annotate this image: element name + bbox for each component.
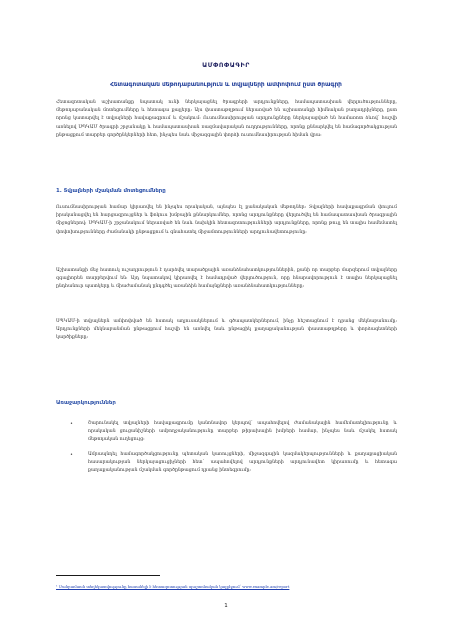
recommendations-list xyxy=(56,420,397,475)
section-paragraph-3: ՍՊԿԱՄ-ի տվյալներն ամփոփված են հստակ աղյուսակներում և գծապատկերներում, ինչը հեշտացնում է դրանց մեկնաբանումը: Արդյունքների մեկնաբանման ընթացքում հաշվի են առնվել նաև ընթացիկ քաղաքականության փաստաթղթերը և փորձագետների կարծիքները: xyxy=(56,319,397,341)
subsection-title: Առաջարկություններ xyxy=(56,400,116,406)
page-number: 1 xyxy=(224,603,228,609)
footnote-link[interactable]: ¹ Մանրամասն տեղեկատվությունը հասանելի է հետազոտության պաշտոնական կայքէջում՝ www.example.am/report xyxy=(56,584,290,589)
section-paragraph-2: Աշխատանքի մեջ հատուկ ուշադրություն է դարձվել տարածքային առանձնահատկություններին, քանի որ տարբեր մարզերում տվյալները զգալիորեն տարբերվում են: Այդ նպատակով կիրառվել է համադրված վերլուծություն, որը հնարավորություն է տալիս ներկայացնել ընդհանուր պատկերը և միաժամանակ ընդգծել առանձին համայնքների առանձնահատկությունները: xyxy=(56,268,397,290)
section-title: 1. Տվյալների մշակման մոտեցումները xyxy=(56,188,166,194)
document-subheading: Հետագոտական մեթոդաբանություն և տվյալների ամփոփում ըստ ծրագրի xyxy=(110,82,342,88)
list-item-text: Շարունակել տվյալների հավաքագրումը կանոնավոր կերպով՝ ապահովելով ժամանակային համեմատելիությունը և որակական ցուցանիշների ամբողջականությունը տարբեր թիրախային խմբերի համար, ինչպես նաև մշակել հստակ մեթոդական ուղեցույց: xyxy=(88,421,397,443)
bullet-icon: • xyxy=(70,451,73,458)
document-heading: ԱՄՓՈՓԱԳԻՐ xyxy=(202,62,250,69)
list-item xyxy=(56,420,397,445)
intro-paragraph: Հետազոտական աշխատանքը նպատակ ունի ներկայացնել ծրագրերի արդյունքները, համապատասխան վերլուծությունները, մեթոդաբանական մոտեցումները և հետագա քայլերը: Այս փաստաթղթում ներառված են աշխատանքի հիմնական բաղադրիչները, ըստ որոնց կատարվել է տվյալների հավաքագրում և մշակում: Ուսումնասիրության արդյունքները ներկայացված են համառոտ ձևով՝ հաշվի առնելով ՍՊԿԱՄ ծրագրի շրջանակը և համապատասխան ռազմավարական ուղղությունները, որոնք քննարկվել են համագործակցության ընթացքում տարբեր գործընկերների հետ, ինչպես նաև միջազգային փորձի ուսումնասիրության հիման վրա: xyxy=(56,100,397,138)
section-paragraph-1: Ուսումնասիրության համար կիրառվել են ինչպես որակական, այնպես էլ քանակական մեթոդներ: Տվյալների հավաքագրման փուլում իրականացվել են հարցազրույցներ և ֆոկուս խմբային քննարկումներ, որոնց արդյունքները վերլուծվել են համապատասխան ծրագրային միջոցներով: ՍՊԿԱՄ-ի շրջանակում ներառված են նաև նախկին հետազոտությունների արդյունքները, որոնք թույլ են տալիս համեմատել փոփոխությունները ժամանակի ընթացքում և գնահատել միջամտությունների արդյունավետությունը: xyxy=(56,205,397,235)
list-item xyxy=(56,451,397,476)
bullet-icon: • xyxy=(70,421,73,427)
list-item-text: Ամրապնդել համագործակցությունը պետական կառույցների, միջազգային կազմակերպությունների և քաղաքացիական հասարակության ներկայացուցիչների հետ՝ ապահովելով արդյունքների արդյունավետ կիրառումը և հետագա քաղաքականության մշակման գործընթացում դրանց ինտեգրումը: xyxy=(88,451,397,474)
footnote-divider xyxy=(56,575,160,576)
